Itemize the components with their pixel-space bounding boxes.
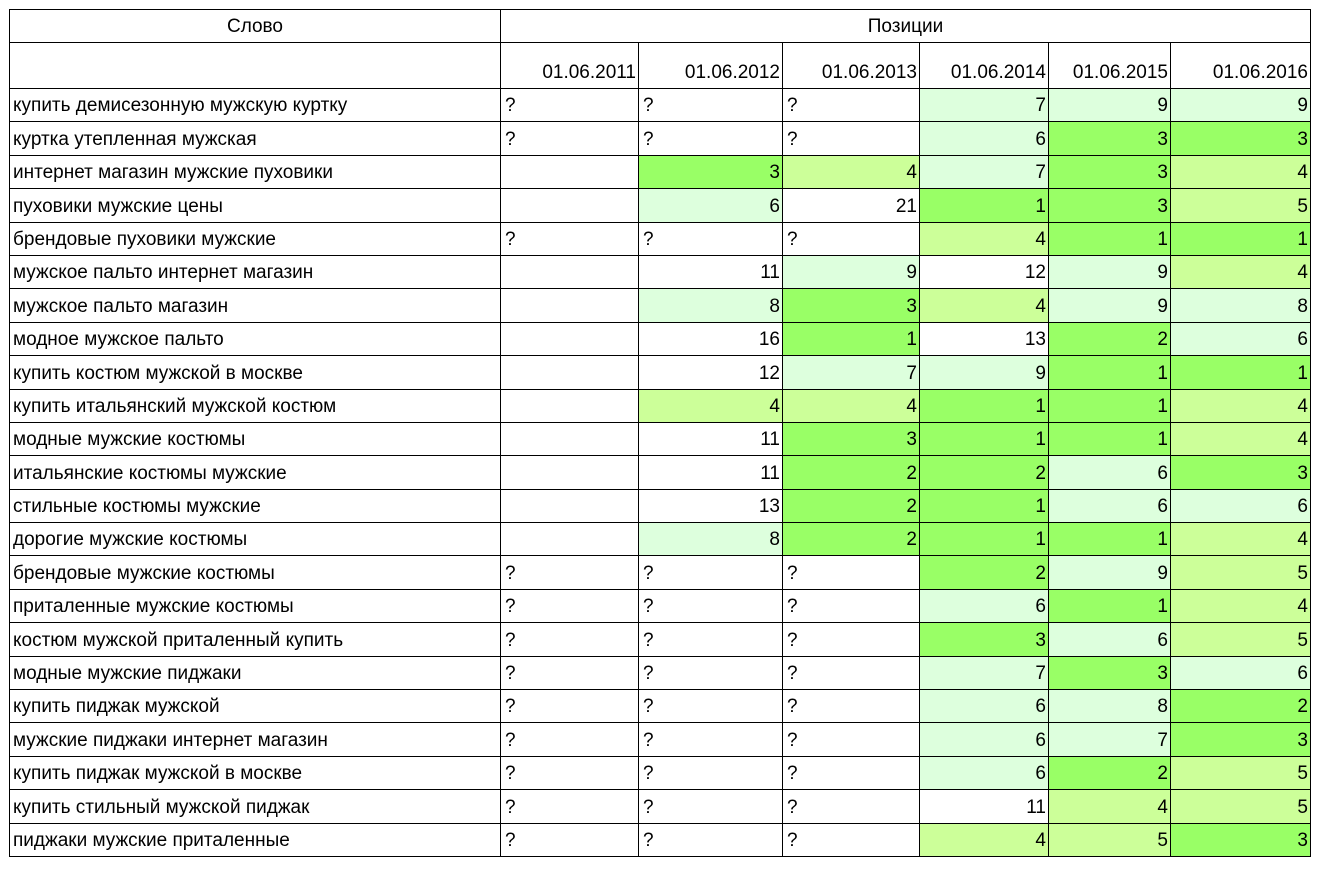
position-cell: ? [783,723,920,756]
position-cell: 11 [920,790,1049,823]
position-cell: 2 [783,523,920,556]
position-cell: 9 [1049,556,1171,589]
table-row [10,222,1311,255]
table-row [10,723,1311,756]
table-row [10,623,1311,656]
position-cell: ? [639,823,783,856]
table-row [10,656,1311,689]
table-row [10,790,1311,823]
position-cell: 4 [1171,589,1311,622]
position-cell: 4 [920,823,1049,856]
position-cell: 8 [639,523,783,556]
keyword-cell: пуховики мужские цены [10,189,501,222]
table-row [10,556,1311,589]
keyword-cell: модные мужские костюмы [10,422,501,455]
table-row [10,489,1311,522]
position-cell: 1 [920,523,1049,556]
position-cell: 2 [920,456,1049,489]
position-cell: 5 [1171,623,1311,656]
position-cell [501,322,639,355]
position-cell [501,523,639,556]
positions-header: Позиции [501,10,1311,43]
position-cell: ? [783,122,920,155]
position-cell: 5 [1171,756,1311,789]
position-cell: 1 [1049,589,1171,622]
position-cell: 1 [1049,222,1171,255]
date-header: 01.06.2011 [501,43,639,89]
position-cell [501,489,639,522]
empty-header-cell [10,43,501,89]
keyword-cell: приталенные мужские костюмы [10,589,501,622]
position-cell: 6 [1171,489,1311,522]
position-cell: 2 [1049,756,1171,789]
keyword-cell: костюм мужской приталенный купить [10,623,501,656]
position-cell: 6 [1171,656,1311,689]
keyword-cell: купить костюм мужской в москве [10,356,501,389]
dates-row [10,43,1311,89]
position-cell: 5 [1171,556,1311,589]
position-cell: 11 [639,456,783,489]
position-cell: 5 [1171,189,1311,222]
position-cell: 4 [639,389,783,422]
position-cell: ? [639,756,783,789]
position-cell: 3 [1171,456,1311,489]
position-cell: 3 [1049,189,1171,222]
position-cell: 4 [783,155,920,188]
position-cell: ? [783,823,920,856]
keyword-cell: модные мужские пиджаки [10,656,501,689]
position-cell: 3 [639,155,783,188]
position-cell: ? [501,589,639,622]
position-cell: 2 [1049,322,1171,355]
position-cell: 2 [1171,690,1311,723]
position-cell: ? [501,723,639,756]
position-cell: 7 [920,656,1049,689]
position-cell: 3 [1049,656,1171,689]
position-cell: ? [783,790,920,823]
position-cell: ? [783,656,920,689]
position-cell: 4 [1171,523,1311,556]
position-cell: ? [783,89,920,122]
position-cell: 1 [1171,356,1311,389]
header-row [10,10,1311,43]
position-cell: ? [501,623,639,656]
position-cell: ? [783,589,920,622]
position-cell: ? [783,690,920,723]
position-cell: 6 [920,690,1049,723]
position-cell: 6 [920,122,1049,155]
position-cell: 1 [920,422,1049,455]
position-cell: 4 [783,389,920,422]
position-cell: 9 [1049,289,1171,322]
position-cell: 2 [783,456,920,489]
table-row [10,589,1311,622]
position-cell: 8 [1049,690,1171,723]
position-cell: 2 [783,489,920,522]
position-cell: 7 [1049,723,1171,756]
position-cell: 1 [1171,222,1311,255]
position-cell: ? [639,656,783,689]
keyword-cell: купить пиджак мужской в москве [10,756,501,789]
position-cell: ? [639,222,783,255]
position-cell: ? [783,756,920,789]
table-row [10,89,1311,122]
word-header: Слово [10,10,501,43]
position-cell: 13 [920,322,1049,355]
position-cell: 1 [920,389,1049,422]
position-cell: ? [501,656,639,689]
position-cell: ? [783,556,920,589]
table-row [10,356,1311,389]
position-cell: ? [501,823,639,856]
position-cell [501,255,639,288]
position-cell: 7 [920,155,1049,188]
position-cell: 3 [1049,155,1171,188]
position-cell: 3 [783,289,920,322]
position-cell: 1 [1049,356,1171,389]
date-header: 01.06.2016 [1171,43,1311,89]
position-cell: 1 [1049,422,1171,455]
position-cell: 6 [1049,456,1171,489]
keyword-cell: мужское пальто магазин [10,289,501,322]
position-cell: 12 [920,255,1049,288]
keyword-cell: куртка утепленная мужская [10,122,501,155]
position-cell: 11 [639,422,783,455]
position-cell: 6 [920,589,1049,622]
position-cell: ? [639,723,783,756]
position-cell: 9 [783,255,920,288]
position-cell: 9 [1049,89,1171,122]
keyword-cell: дорогие мужские костюмы [10,523,501,556]
date-header: 01.06.2014 [920,43,1049,89]
position-cell: 3 [1171,122,1311,155]
position-cell: 9 [920,356,1049,389]
position-cell: 3 [1049,122,1171,155]
keyword-cell: купить демисезонную мужскую куртку [10,89,501,122]
position-cell: 4 [1171,389,1311,422]
positions-table [9,9,1311,857]
keyword-cell: купить итальянский мужской костюм [10,389,501,422]
position-cell: ? [639,623,783,656]
table-row [10,690,1311,723]
position-cell: ? [639,790,783,823]
position-cell: 5 [1049,823,1171,856]
position-cell: 3 [1171,823,1311,856]
position-cell: 1 [920,189,1049,222]
table-row [10,255,1311,288]
keyword-cell: мужские пиджаки интернет магазин [10,723,501,756]
position-cell [501,456,639,489]
position-cell [501,289,639,322]
position-cell: 3 [783,422,920,455]
keyword-cell: стильные костюмы мужские [10,489,501,522]
position-cell: 9 [1049,255,1171,288]
position-cell: ? [639,589,783,622]
position-cell: 21 [783,189,920,222]
table-row [10,422,1311,455]
table-row [10,289,1311,322]
keyword-cell: брендовые пуховики мужские [10,222,501,255]
position-cell: 1 [1049,523,1171,556]
position-cell: ? [783,222,920,255]
position-cell: 9 [1171,89,1311,122]
position-cell: 2 [920,556,1049,589]
position-cell: ? [783,623,920,656]
keyword-cell: интернет магазин мужские пуховики [10,155,501,188]
keyword-cell: брендовые мужские костюмы [10,556,501,589]
position-cell: 16 [639,322,783,355]
position-cell: ? [639,89,783,122]
position-cell: 4 [1171,255,1311,288]
position-cell: ? [639,122,783,155]
position-cell: 4 [1171,422,1311,455]
position-cell: 5 [1171,790,1311,823]
position-cell: 13 [639,489,783,522]
position-cell: ? [501,790,639,823]
position-cell: 11 [639,255,783,288]
table-row [10,155,1311,188]
table-row [10,189,1311,222]
position-cell: 4 [1049,790,1171,823]
keyword-cell: купить пиджак мужской [10,690,501,723]
table-row [10,823,1311,856]
position-cell: 4 [1171,155,1311,188]
position-cell: ? [501,89,639,122]
position-cell: ? [501,222,639,255]
position-cell [501,189,639,222]
position-cell: 12 [639,356,783,389]
position-cell: ? [639,690,783,723]
table-row [10,122,1311,155]
position-cell: 1 [1049,389,1171,422]
position-cell: ? [501,122,639,155]
table-row [10,456,1311,489]
position-cell: 3 [920,623,1049,656]
position-cell: 8 [639,289,783,322]
date-header: 01.06.2013 [783,43,920,89]
position-cell: ? [501,756,639,789]
position-cell: ? [501,690,639,723]
keyword-cell: пиджаки мужские приталенные [10,823,501,856]
position-cell [501,389,639,422]
position-cell: ? [639,556,783,589]
table-row [10,523,1311,556]
keyword-cell: мужское пальто интернет магазин [10,255,501,288]
position-cell [501,155,639,188]
position-cell: 6 [1049,489,1171,522]
position-cell: 6 [920,756,1049,789]
position-cell: 4 [920,222,1049,255]
keyword-cell: модное мужское пальто [10,322,501,355]
date-header: 01.06.2012 [639,43,783,89]
position-cell: 7 [920,89,1049,122]
position-cell: 7 [783,356,920,389]
position-cell [501,356,639,389]
date-header: 01.06.2015 [1049,43,1171,89]
position-cell: 1 [920,489,1049,522]
table-row [10,389,1311,422]
keyword-cell: итальянские костюмы мужские [10,456,501,489]
position-cell: 6 [1171,322,1311,355]
position-cell: 1 [783,322,920,355]
position-cell: 8 [1171,289,1311,322]
table-row [10,322,1311,355]
position-cell: 4 [920,289,1049,322]
position-cell: 6 [1049,623,1171,656]
position-cell: 6 [639,189,783,222]
position-cell: 6 [920,723,1049,756]
keyword-cell: купить стильный мужской пиджак [10,790,501,823]
position-cell [501,422,639,455]
position-cell: 3 [1171,723,1311,756]
table-row [10,756,1311,789]
position-cell: ? [501,556,639,589]
